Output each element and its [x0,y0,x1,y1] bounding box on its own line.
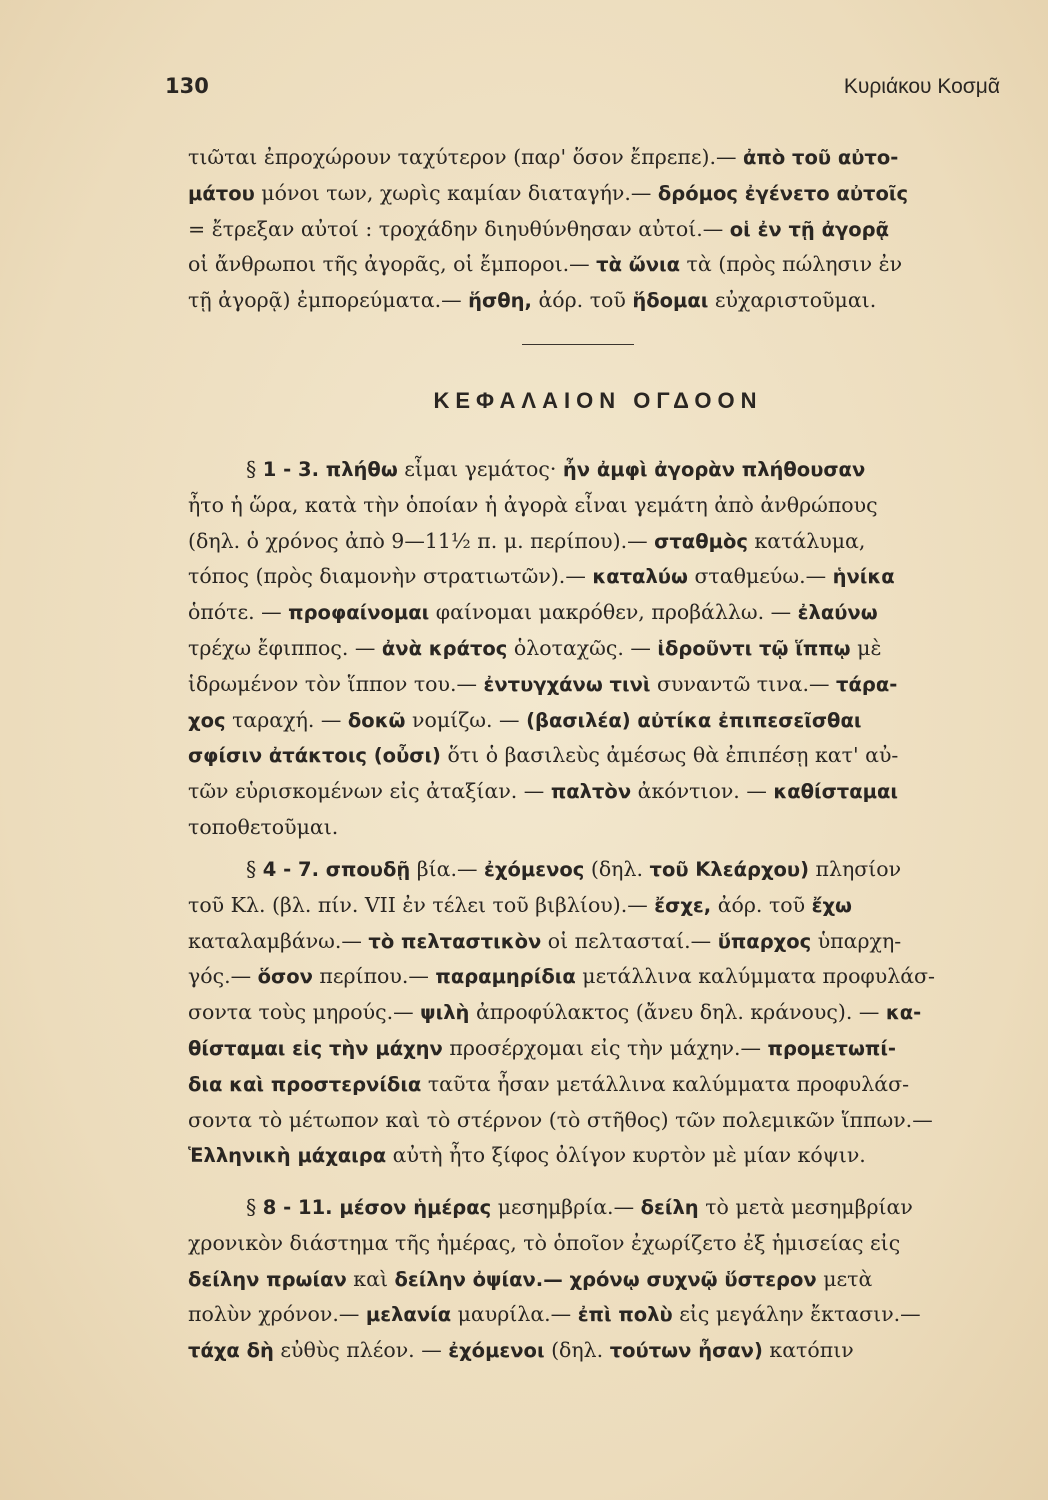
bold-term: ἦν ἀμφὶ ἀγορὰν πλήθουσαν [562,458,866,481]
gloss-text: οἱ ἄνθρωποι τῆς ἀγορᾶς, οἱ ἔμποροι.— [188,252,597,277]
bold-term: μάτου [188,181,255,205]
gloss-text: σοντα τοὺς μηρούς.— [188,1000,421,1025]
gloss-text: βία.— [410,857,485,881]
text-line [188,1103,1008,1139]
text-line [188,631,1008,667]
section-divider [522,344,634,345]
gloss-text: μετὰ [816,1266,873,1291]
gloss-text: τρέχω ἔφιππος. — [188,635,382,660]
gloss-text: ὑπαρχη- [811,928,902,953]
bold-term: ἐλαύνω [797,601,878,625]
gloss-text: μετάλλινα καλύμματα προφυλάσ- [575,964,935,989]
gloss-text: § [246,457,263,481]
gloss-text: ὁλοταχῶς. — [507,635,658,660]
bold-term: 8 - 11. μέσον ἡμέρας [262,1196,492,1219]
gloss-text: ὁπότε. — [188,600,289,625]
gloss-text: χρονικὸν διάστημα τῆς ἡμέρας, τὸ ὁποῖον ἐχωρίζετο ἐξ ἡμισείας εἰς [188,1230,901,1255]
gloss-text: ἀόρ. τοῦ [711,892,812,917]
text-line [188,1031,1008,1067]
bold-term: ἐχόμενος [484,858,585,881]
gloss-text: τὰ (πρὸς πώλησιν ἐν [680,252,903,277]
bold-term: τὸ πελταστικὸν [368,929,542,953]
bold-term: Ἑλληνικὴ μάχαιρα [188,1144,387,1168]
text-line [188,738,1008,774]
text-line [188,810,1008,846]
text-line [188,452,1008,488]
bold-term: δια καὶ προστερνίδια [188,1072,422,1096]
gloss-text: τοῦ Κλ. (βλ. πίν. VII ἐν τέλει τοῦ βιβλίου).— [188,892,655,917]
text-line [188,959,1008,995]
text-line [188,852,1008,888]
text-line [188,247,1008,283]
bold-term: κα- [885,1001,922,1025]
bold-term: ἔσχε, [654,893,712,917]
gloss-text: κατάλυμα, [747,528,866,553]
intro-paragraph [188,140,1008,319]
gloss-text: συναντῶ τινα.— [650,671,837,696]
text-line [188,488,1008,524]
gloss-text: ἀόρ. τοῦ [531,288,633,313]
running-head: Κυριάκου Κοσμᾶ [843,75,1000,98]
bold-term: ἱδροῦντι τῷ ἵππῳ [657,636,851,660]
bold-term: θίσταμαι εἰς τὴν μάχην [188,1036,443,1060]
gloss-text: μόνοι των, χωρὶς καμίαν διαταγήν.— [254,180,658,205]
text-line [188,703,1008,739]
gloss-text: ἦτο ἡ ὥρα, κατὰ τὴν ὁποίαν ἡ ἀγορὰ εἶναι γεμάτη ἀπὸ ἀνθρώπους [188,492,878,517]
bold-term: ἥδομαι [632,289,709,313]
gloss-text: αὐτὴ ἦτο ξίφος ὀλίγον κυρτὸν μὲ μίαν κόψιν. [386,1143,866,1168]
text-line [188,888,1008,924]
bold-term: 1 - 3. πλήθω [262,458,398,481]
text-line [188,1226,1008,1262]
text-line [188,1138,1008,1174]
bold-term: δρόμος ἐγένετο αὐτοῖς [657,181,909,205]
bold-term: ἡνίκα [832,565,895,589]
gloss-text: τῇ ἀγορᾷ) ἐμπορεύματα.— [188,288,469,313]
text-line [188,524,1008,560]
bold-term: καθίσταμαι [773,780,898,804]
bold-term: δείλην ὀψίαν.— χρόνῳ συχνῷ ὕστερον [394,1267,817,1291]
text-line [188,595,1008,631]
bold-term: ψιλὴ [420,1001,470,1025]
bold-term: μελανία [365,1303,452,1327]
bold-term: ἐπὶ πολὺ [577,1303,673,1327]
text-line [188,995,1008,1031]
bold-term: ἀνὰ κράτος [381,636,508,660]
bold-term: παλτὸν [550,780,632,804]
bold-term: καταλύω [592,565,688,589]
gloss-text: προσέρχομαι εἰς τὴν μάχην.— [442,1035,768,1060]
section-8-11 [188,1190,1008,1369]
text-line [188,1333,1008,1369]
text-line [188,774,1008,810]
text-line [188,1262,1008,1298]
bold-term: δείλη [640,1196,699,1219]
gloss-text: ἀκόντιον. — [631,779,774,804]
bold-term: παραμηρίδια [435,965,576,989]
gloss-text: σταθμεύω.— [687,564,833,589]
gloss-text: ἱδρωμένον τὸν ἵππον του.— [188,671,484,696]
bold-term: δοκῶ [347,708,406,732]
bold-term: ὕπαρχος [717,929,812,953]
gloss-text: § [246,1195,263,1219]
gloss-text: τιῶται ἐπροχώρουν ταχύτερον (παρ' ὅσον ἔπρεπε).— [188,145,744,169]
gloss-text: εὐθὺς πλέον. — [273,1338,449,1363]
bold-term: (βασιλέα) αὐτίκα ἐπιπεσεῖσθαι [526,708,862,732]
bold-term: τὰ ὤνια [596,253,681,277]
gloss-text: (δηλ. [584,857,650,881]
gloss-text: σοντα τὸ μέτωπον καὶ τὸ στέρνον (τὸ στῆθος) τῶν πολεμικῶν ἵππων.— [188,1107,933,1132]
text-line [188,559,1008,595]
gloss-text: τόπος (πρὸς διαμονὴν στρατιωτῶν).— [188,564,593,589]
gloss-text: τὸ μετὰ μεσημβρίαν [698,1195,913,1219]
gloss-text: μαυρίλα.— [451,1302,578,1327]
gloss-text: (δηλ. ὁ χρόνος ἀπὸ 9—11½ π. μ. περίπου).— [188,528,655,553]
bold-term: ὅσον [257,965,313,989]
gloss-text: = ἔτρεξαν αὐτοί : τροχάδην διηυθύνθησαν αὐτοί.— [188,216,730,241]
gloss-text: εἶμαι γεμάτος· [397,457,563,481]
bold-term: οἱ ἐν τῇ ἀγορᾷ [729,217,890,241]
text-line [188,283,1008,319]
gloss-text: οἱ πελτασταί.— [541,928,718,953]
bold-term: προμετωπί- [767,1036,897,1060]
bold-term: ἥσθη, [468,289,532,313]
gloss-text: μὲ [850,635,882,660]
gloss-text: εἰς μεγάλην ἔκτασιν.— [672,1302,921,1327]
gloss-text: τῶν εὑρισκομένων εἰς ἀταξίαν. — [188,779,551,804]
bold-term: προφαίνομαι [288,601,430,625]
gloss-text: ταραχή. — [225,707,348,732]
bold-term: τάρα- [836,672,898,696]
bold-term: σφίσιν ἀτάκτοις (οὖσι) [188,744,441,768]
gloss-text: ταῦτα ἦσαν μετάλλινα καλύμματα προφυλάσ- [421,1071,910,1096]
gloss-text: γός.— [188,964,258,989]
gloss-text: καὶ [346,1266,395,1291]
gloss-text: καταλαμβάνω.— [188,928,369,953]
text-line [188,176,1008,212]
gloss-text: ἀπροφύλακτος (ἄνευ δηλ. κράνους). — [469,1000,886,1025]
gloss-text: νομίζω. — [405,707,527,732]
text-line [188,1190,1008,1226]
gloss-text: πλησίον [809,857,902,881]
bold-term: τάχα δὴ [188,1339,274,1363]
text-line [188,140,1008,176]
gloss-text: μεσημβρία.— [491,1195,641,1219]
bold-term: τούτων ἦσαν) [609,1339,763,1363]
bold-term: ἐντυγχάνω τινὶ [483,672,651,696]
gloss-text: φαίνομαι μακρόθεν, προβάλλω. — [429,600,798,625]
bold-term: ἐχόμενοι [448,1339,545,1363]
page-number: 130 [165,74,209,98]
gloss-text: κατόπιν [762,1338,854,1363]
section-4-7 [188,852,1008,1174]
chapter-title: ΚΕΦΑΛΑΙΟΝ ΟΓΔΟΟΝ [433,388,763,413]
section-1-3 [188,452,1008,846]
text-line [188,924,1008,960]
text-line [188,1067,1008,1103]
bold-term: σταθμὸς [654,529,748,553]
bold-term: τοῦ Κλεάρχου) [649,858,810,881]
bold-term: ἔχω [811,893,853,917]
bold-term: 4 - 7. σπουδῇ [262,858,411,881]
text-line [188,1297,1008,1333]
gloss-text: πολὺν χρόνον.— [188,1302,366,1327]
gloss-text: (δηλ. [544,1338,610,1363]
gloss-text: § [246,857,263,881]
text-line [188,667,1008,703]
bold-term: χος [188,708,226,732]
gloss-text: εὐχαριστοῦμαι. [708,288,877,313]
bold-term: δείλην πρωίαν [188,1267,347,1291]
bold-term: ἀπὸ τοῦ αὐτο- [743,146,899,169]
text-line [188,212,1008,248]
gloss-text: ὅτι ὁ βασιλεὺς ἀμέσως θὰ ἐπιπέσῃ κατ' αὐ- [440,743,899,768]
page-header [165,74,1000,99]
gloss-text: τοποθετοῦμαι. [188,814,339,839]
gloss-text: περίπου.— [312,964,436,989]
